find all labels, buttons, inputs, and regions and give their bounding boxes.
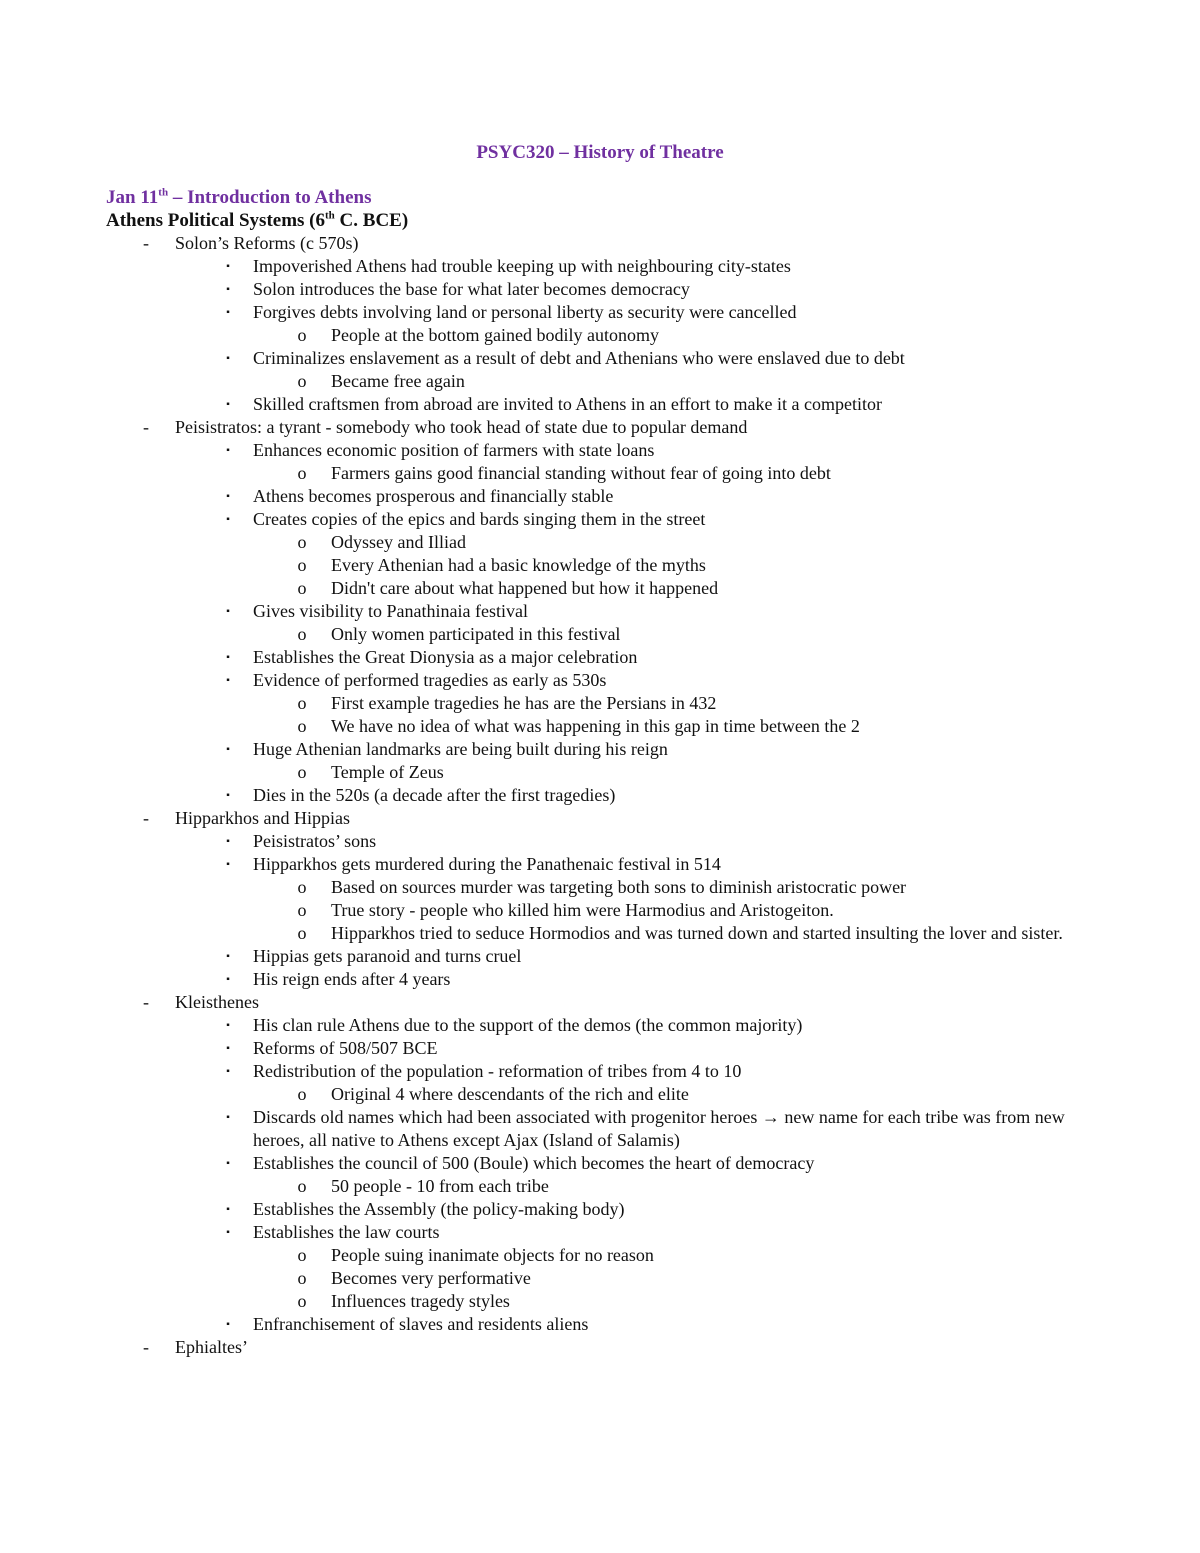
outline-item-text: Evidence of performed tragedies as early as 530s xyxy=(253,670,607,690)
square-bullet-icon: ▪ xyxy=(226,1204,230,1215)
outline-item-text: Solon’s Reforms (c 570s) xyxy=(175,233,359,253)
outline-item-text: People at the bottom gained bodily autonomy xyxy=(331,325,659,345)
outline-item-level-3 xyxy=(0,1267,1200,1290)
outline-item-text: Creates copies of the epics and bards singing them in the street xyxy=(253,509,706,529)
outline-item-text: Didn't care about what happened but how it happened xyxy=(331,578,719,598)
outline-item-level-2 xyxy=(0,278,1200,301)
dash-bullet-icon: - xyxy=(143,233,149,253)
outline-item-level-3 xyxy=(0,899,1200,922)
outline-item-text: His reign ends after 4 years xyxy=(253,969,451,989)
outline-item-text: Solon introduces the base for what later becomes democracy xyxy=(253,279,690,299)
outline-item-text: Forgives debts involving land or personal liberty as security were cancelled xyxy=(253,302,797,322)
outline-item-level-3 xyxy=(0,462,1200,485)
outline-item-text: Every Athenian had a basic knowledge of the myths xyxy=(331,555,706,575)
outline-item-text: Huge Athenian landmarks are being built during his reign xyxy=(253,739,668,759)
square-bullet-icon: ▪ xyxy=(226,1227,230,1238)
square-bullet-icon: ▪ xyxy=(226,399,230,410)
circle-bullet-icon: o xyxy=(297,716,307,736)
outline-item-text: Criminalizes enslavement as a result of debt and Athenians who were enslaved due to debt xyxy=(253,348,905,368)
sub-heading-prefix: Athens Political Systems (6 xyxy=(106,210,326,231)
square-bullet-icon: ▪ xyxy=(226,1020,230,1031)
outline-item-level-3 xyxy=(0,370,1200,393)
square-bullet-icon: ▪ xyxy=(226,353,230,364)
outline-item-text: Only women participated in this festival xyxy=(331,624,621,644)
outline-item-level-2 xyxy=(0,393,1200,416)
outline-item-text: 50 people - 10 from each tribe xyxy=(331,1176,549,1196)
outline-item-level-1 xyxy=(0,991,1200,1014)
square-bullet-icon: ▪ xyxy=(226,1112,230,1123)
outline-item-level-2 xyxy=(0,1106,1200,1152)
square-bullet-icon: ▪ xyxy=(226,652,230,663)
outline-item-text: Establishes the Assembly (the policy-making body) xyxy=(253,1199,625,1219)
outline-item-level-2 xyxy=(0,1198,1200,1221)
outline-item-level-1 xyxy=(0,1336,1200,1359)
outline-item-level-2 xyxy=(0,1221,1200,1244)
outline-item-level-2 xyxy=(0,347,1200,370)
outline-item-level-3 xyxy=(0,876,1200,899)
square-bullet-icon: ▪ xyxy=(226,445,230,456)
outline-item-text: First example tragedies he has are the Persians in 432 xyxy=(331,693,717,713)
outline-item-text: Peisistratos’ sons xyxy=(253,831,377,851)
dash-bullet-icon: - xyxy=(143,417,149,437)
outline-item-level-1 xyxy=(0,807,1200,830)
outline-item-text: Ephialtes’ xyxy=(175,1337,248,1357)
outline-item-text: Hipparkhos tried to seduce Hormodios and was turned down and started insulting the lover and sister. xyxy=(331,923,1063,943)
section-title: – Introduction to Athens xyxy=(168,187,372,208)
outline-item-text: Hipparkhos gets murdered during the Panathenaic festival in 514 xyxy=(253,854,721,874)
outline-item-text: Dies in the 520s (a decade after the first tragedies) xyxy=(253,785,616,805)
outline-item-text: Based on sources murder was targeting both sons to diminish aristocratic power xyxy=(331,877,907,897)
outline-item-level-2 xyxy=(0,1060,1200,1083)
outline-item-level-3 xyxy=(0,1175,1200,1198)
outline-item-level-2 xyxy=(0,301,1200,324)
outline-item-level-3 xyxy=(0,531,1200,554)
section-heading xyxy=(106,186,371,210)
outline-item-text: True story - people who killed him were Harmodius and Aristogeiton. xyxy=(331,900,834,920)
outline-item-level-2 xyxy=(0,1313,1200,1336)
outline-item-text: Becomes very performative xyxy=(331,1268,531,1288)
circle-bullet-icon: o xyxy=(297,693,307,713)
notes-outline xyxy=(0,232,1200,1359)
outline-item-level-2 xyxy=(0,255,1200,278)
outline-item-level-1 xyxy=(0,232,1200,255)
outline-item-level-2 xyxy=(0,968,1200,991)
outline-item-text: Kleisthenes xyxy=(175,992,259,1012)
outline-item-text: Farmers gains good financial standing without fear of going into debt xyxy=(331,463,831,483)
outline-item-level-3 xyxy=(0,577,1200,600)
square-bullet-icon: ▪ xyxy=(226,1066,230,1077)
section-date-suffix: th xyxy=(158,186,169,199)
outline-item-text: Skilled craftsmen from abroad are invited to Athens in an effort to make it a competitor xyxy=(253,394,882,414)
sub-heading-suffix: th xyxy=(325,209,335,222)
square-bullet-icon: ▪ xyxy=(226,836,230,847)
outline-item-text: Discards old names which had been associated with progenitor heroes → new name for each tribe was from new heroes, all native to Athens except Ajax (Island of Salamis) xyxy=(253,1107,1065,1150)
outline-item-text: Became free again xyxy=(331,371,465,391)
outline-item-level-2 xyxy=(0,784,1200,807)
square-bullet-icon: ▪ xyxy=(226,951,230,962)
outline-item-text: Gives visibility to Panathinaia festival xyxy=(253,601,528,621)
outline-item-text: Establishes the council of 500 (Boule) which becomes the heart of democracy xyxy=(253,1153,815,1173)
outline-item-text: Hipparkhos and Hippias xyxy=(175,808,350,828)
circle-bullet-icon: o xyxy=(297,325,307,345)
outline-item-level-3 xyxy=(0,692,1200,715)
square-bullet-icon: ▪ xyxy=(226,1158,230,1169)
square-bullet-icon: ▪ xyxy=(226,744,230,755)
circle-bullet-icon: o xyxy=(297,371,307,391)
outline-item-level-2 xyxy=(0,600,1200,623)
outline-item-text: Temple of Zeus xyxy=(331,762,444,782)
dash-bullet-icon: - xyxy=(143,1337,149,1357)
outline-item-level-2 xyxy=(0,738,1200,761)
outline-item-level-2 xyxy=(0,646,1200,669)
outline-item-level-2 xyxy=(0,508,1200,531)
outline-item-text: Athens becomes prosperous and financially stable xyxy=(253,486,614,506)
square-bullet-icon: ▪ xyxy=(226,606,230,617)
circle-bullet-icon: o xyxy=(297,1291,307,1311)
outline-item-level-2 xyxy=(0,945,1200,968)
outline-item-text: Peisistratos: a tyrant - somebody who took head of state due to popular demand xyxy=(175,417,748,437)
square-bullet-icon: ▪ xyxy=(226,790,230,801)
outline-item-level-3 xyxy=(0,554,1200,577)
outline-item-level-2 xyxy=(0,853,1200,876)
outline-item-text: Redistribution of the population - reformation of tribes from 4 to 10 xyxy=(253,1061,742,1081)
circle-bullet-icon: o xyxy=(297,532,307,552)
outline-item-text: Hippias gets paranoid and turns cruel xyxy=(253,946,522,966)
outline-item-text: His clan rule Athens due to the support of the demos (the common majority) xyxy=(253,1015,803,1035)
circle-bullet-icon: o xyxy=(297,1245,307,1265)
outline-item-level-2 xyxy=(0,1152,1200,1175)
circle-bullet-icon: o xyxy=(297,900,307,920)
outline-item-level-3 xyxy=(0,324,1200,347)
circle-bullet-icon: o xyxy=(297,555,307,575)
square-bullet-icon: ▪ xyxy=(226,1319,230,1330)
sub-heading xyxy=(106,209,408,233)
dash-bullet-icon: - xyxy=(143,808,149,828)
outline-item-text: Establishes the law courts xyxy=(253,1222,440,1242)
outline-item-level-2 xyxy=(0,1037,1200,1060)
circle-bullet-icon: o xyxy=(297,923,307,943)
square-bullet-icon: ▪ xyxy=(226,491,230,502)
square-bullet-icon: ▪ xyxy=(226,1043,230,1054)
square-bullet-icon: ▪ xyxy=(226,974,230,985)
outline-item-level-2 xyxy=(0,830,1200,853)
outline-item-level-3 xyxy=(0,1083,1200,1106)
outline-item-level-2 xyxy=(0,669,1200,692)
circle-bullet-icon: o xyxy=(297,1084,307,1104)
square-bullet-icon: ▪ xyxy=(226,675,230,686)
outline-item-text: Influences tragedy styles xyxy=(331,1291,510,1311)
outline-item-level-2 xyxy=(0,1014,1200,1037)
outline-item-text: We have no idea of what was happening in this gap in time between the 2 xyxy=(331,716,860,736)
outline-item-level-2 xyxy=(0,439,1200,462)
circle-bullet-icon: o xyxy=(297,1176,307,1196)
outline-item-text: Enfranchisement of slaves and residents aliens xyxy=(253,1314,589,1334)
outline-item-level-3 xyxy=(0,1244,1200,1267)
circle-bullet-icon: o xyxy=(297,877,307,897)
outline-item-level-3 xyxy=(0,715,1200,738)
square-bullet-icon: ▪ xyxy=(226,261,230,272)
document-title: PSYC320 – History of Theatre xyxy=(476,142,724,163)
circle-bullet-icon: o xyxy=(297,578,307,598)
circle-bullet-icon: o xyxy=(297,762,307,782)
circle-bullet-icon: o xyxy=(297,624,307,644)
circle-bullet-icon: o xyxy=(297,463,307,483)
outline-item-text: Enhances economic position of farmers with state loans xyxy=(253,440,655,460)
outline-item-text: People suing inanimate objects for no reason xyxy=(331,1245,654,1265)
square-bullet-icon: ▪ xyxy=(226,284,230,295)
outline-item-text: Establishes the Great Dionysia as a major celebration xyxy=(253,647,638,667)
sub-heading-rest: C. BCE) xyxy=(334,210,409,231)
outline-item-level-3 xyxy=(0,623,1200,646)
section-date: Jan 11 xyxy=(106,187,159,208)
outline-item-level-2 xyxy=(0,485,1200,508)
square-bullet-icon: ▪ xyxy=(226,307,230,318)
square-bullet-icon: ▪ xyxy=(226,859,230,870)
outline-item-text: Reforms of 508/507 BCE xyxy=(253,1038,438,1058)
circle-bullet-icon: o xyxy=(297,1268,307,1288)
outline-item-level-3 xyxy=(0,761,1200,784)
outline-item-level-3 xyxy=(0,922,1200,945)
dash-bullet-icon: - xyxy=(143,992,149,1012)
outline-item-text: Impoverished Athens had trouble keeping up with neighbouring city-states xyxy=(253,256,791,276)
square-bullet-icon: ▪ xyxy=(226,514,230,525)
outline-item-text: Original 4 where descendants of the rich and elite xyxy=(331,1084,689,1104)
outline-item-text: Odyssey and Illiad xyxy=(331,532,466,552)
outline-item-level-3 xyxy=(0,1290,1200,1313)
outline-item-level-1 xyxy=(0,416,1200,439)
